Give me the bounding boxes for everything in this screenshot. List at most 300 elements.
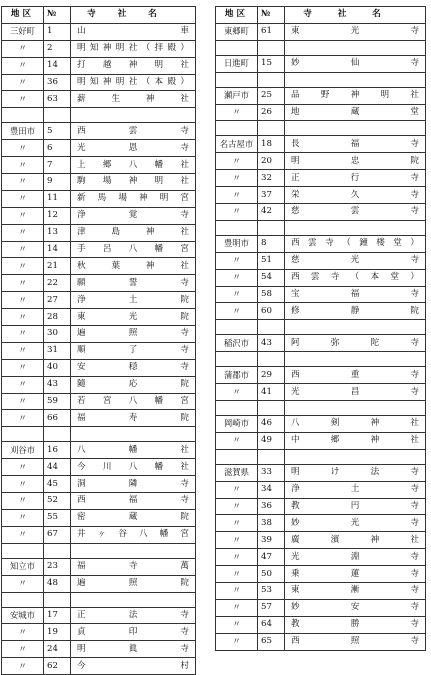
temple-name: 薪 生 神 社 bbox=[77, 93, 189, 104]
table-row bbox=[216, 416, 426, 433]
area-cell: 〃 bbox=[216, 170, 258, 187]
table-row bbox=[2, 658, 196, 675]
left-temple-shrine-table bbox=[1, 6, 196, 675]
number-cell: 7 bbox=[44, 157, 71, 174]
area-cell: 〃 bbox=[216, 286, 258, 303]
number-cell: 53 bbox=[258, 583, 285, 600]
temple-name-cell bbox=[71, 241, 196, 258]
temple-name-cell bbox=[71, 658, 196, 675]
temple-name: 新 馬 場 神 明 宮 bbox=[77, 193, 189, 204]
area-cell: 三好町 bbox=[2, 23, 44, 40]
empty-cell bbox=[258, 401, 285, 416]
temple-name: 宝 福 寺 bbox=[291, 289, 419, 300]
temple-name-cell bbox=[285, 303, 426, 320]
number-cell: 36 bbox=[44, 74, 71, 91]
table-row bbox=[2, 91, 196, 108]
empty-cell bbox=[258, 320, 285, 335]
empty-cell bbox=[216, 320, 258, 335]
temple-name: 西 雲 寺 （ 本 堂 ） bbox=[291, 272, 419, 283]
temple-name: 福 寺 萬 bbox=[77, 561, 189, 572]
area-cell: 〃 bbox=[216, 549, 258, 566]
area-cell: 日進町 bbox=[216, 55, 258, 72]
temple-name: 正 行 寺 bbox=[291, 172, 419, 183]
number-cell: 61 bbox=[258, 23, 285, 40]
temple-name: 貞 印 寺 bbox=[77, 626, 189, 637]
temple-name: 密 蔵 院 bbox=[77, 512, 189, 523]
number-cell: 25 bbox=[258, 87, 285, 104]
table-row bbox=[2, 207, 196, 224]
spacer-row bbox=[2, 543, 196, 558]
temple-name-cell bbox=[71, 275, 196, 292]
area-cell: 〃 bbox=[216, 204, 258, 221]
area-cell: 知立市 bbox=[2, 558, 44, 575]
temple-name: 光 恩 寺 bbox=[77, 142, 189, 153]
area-cell: 〃 bbox=[2, 393, 44, 410]
temple-name-cell bbox=[71, 526, 196, 543]
area-cell: 〃 bbox=[2, 459, 44, 476]
empty-cell bbox=[44, 543, 71, 558]
number-cell: 9 bbox=[44, 174, 71, 191]
area-cell: 〃 bbox=[216, 633, 258, 650]
table-row bbox=[2, 359, 196, 376]
number-cell: 28 bbox=[44, 309, 71, 326]
temple-name-cell bbox=[285, 566, 426, 583]
table-row bbox=[216, 515, 426, 532]
number-cell: 5 bbox=[44, 123, 71, 140]
empty-cell bbox=[258, 449, 285, 464]
empty-cell bbox=[285, 352, 426, 367]
temple-name: 中 郷 神 社 bbox=[291, 435, 419, 446]
temple-name-cell bbox=[285, 335, 426, 352]
area-cell: 〃 bbox=[216, 104, 258, 121]
temple-name-cell bbox=[285, 104, 426, 121]
temple-name-cell bbox=[71, 91, 196, 108]
temple-name-cell bbox=[285, 367, 426, 384]
spacer-row bbox=[2, 592, 196, 607]
empty-cell bbox=[216, 401, 258, 416]
table-row bbox=[2, 74, 196, 91]
empty-cell bbox=[44, 108, 71, 123]
number-cell: 41 bbox=[258, 384, 285, 401]
temple-name-cell bbox=[285, 432, 426, 449]
temple-name-cell bbox=[71, 40, 196, 57]
number-cell: 39 bbox=[258, 532, 285, 549]
number-cell: 46 bbox=[258, 416, 285, 433]
empty-cell bbox=[285, 320, 426, 335]
temple-name-cell bbox=[285, 235, 426, 252]
temple-name: 上 郷 八 幡 社 bbox=[77, 159, 189, 170]
table-row bbox=[216, 481, 426, 498]
temple-name-cell bbox=[71, 558, 196, 575]
area-cell: 〃 bbox=[2, 40, 44, 57]
temple-name-cell bbox=[285, 384, 426, 401]
table-row bbox=[2, 23, 196, 40]
number-cell: 19 bbox=[44, 624, 71, 641]
temple-name-cell bbox=[285, 481, 426, 498]
temple-name-cell bbox=[285, 464, 426, 481]
temple-name: 願 誓 寺 bbox=[77, 277, 189, 288]
empty-cell bbox=[2, 427, 44, 442]
number-cell: 14 bbox=[44, 57, 71, 74]
table-row bbox=[216, 633, 426, 650]
area-cell: 〃 bbox=[2, 410, 44, 427]
table-row bbox=[2, 493, 196, 510]
table-row bbox=[216, 136, 426, 153]
area-cell: 〃 bbox=[2, 658, 44, 675]
temple-name-cell bbox=[71, 342, 196, 359]
number-cell: 66 bbox=[44, 410, 71, 427]
number-cell: 36 bbox=[258, 498, 285, 515]
area-cell: 〃 bbox=[216, 566, 258, 583]
number-cell: 62 bbox=[44, 658, 71, 675]
spacer-row bbox=[216, 320, 426, 335]
number-cell: 33 bbox=[258, 464, 285, 481]
number-cell: 58 bbox=[258, 286, 285, 303]
area-cell: 〃 bbox=[2, 624, 44, 641]
temple-name-cell bbox=[71, 157, 196, 174]
temple-name: 福 寿 院 bbox=[77, 412, 189, 423]
temple-name: 東 光 寺 bbox=[291, 26, 419, 37]
area-cell: 刈谷市 bbox=[2, 442, 44, 459]
spacer-row bbox=[2, 108, 196, 123]
temple-name: 遍 照 寺 bbox=[77, 328, 189, 339]
left-table-body bbox=[2, 23, 196, 674]
temple-name-cell bbox=[285, 55, 426, 72]
spacer-row bbox=[216, 352, 426, 367]
area-cell: 〃 bbox=[216, 384, 258, 401]
temple-name-cell bbox=[285, 187, 426, 204]
number-cell: 49 bbox=[258, 432, 285, 449]
area-cell: 〃 bbox=[2, 190, 44, 207]
table-row bbox=[216, 187, 426, 204]
area-cell: 〃 bbox=[2, 476, 44, 493]
area-cell: 〃 bbox=[216, 481, 258, 498]
header-name-text: 寺 社 名 bbox=[303, 9, 381, 20]
temple-name-cell bbox=[71, 292, 196, 309]
temple-name-cell bbox=[285, 549, 426, 566]
spacer-row bbox=[216, 449, 426, 464]
temple-name: 井 ヶ 谷 八 幡 宮 bbox=[77, 529, 189, 540]
area-cell: 〃 bbox=[216, 515, 258, 532]
area-cell: 〃 bbox=[2, 275, 44, 292]
empty-cell bbox=[285, 72, 426, 87]
number-cell: 57 bbox=[258, 599, 285, 616]
temple-name-cell bbox=[285, 269, 426, 286]
number-cell: 43 bbox=[44, 376, 71, 393]
temple-name-cell bbox=[71, 190, 196, 207]
area-cell: 〃 bbox=[2, 57, 44, 74]
temple-name: 秋 葉 神 社 bbox=[77, 260, 189, 271]
area-cell: 〃 bbox=[2, 91, 44, 108]
empty-cell bbox=[216, 121, 258, 136]
area-cell: 〃 bbox=[2, 493, 44, 510]
temple-name-cell bbox=[285, 87, 426, 104]
empty-cell bbox=[285, 121, 426, 136]
table-row bbox=[216, 23, 426, 40]
temple-name-cell bbox=[285, 498, 426, 515]
number-cell: 8 bbox=[258, 235, 285, 252]
area-cell: 東郷町 bbox=[216, 23, 258, 40]
table-row bbox=[216, 566, 426, 583]
temple-name-cell bbox=[285, 286, 426, 303]
number-cell: 2 bbox=[44, 40, 71, 57]
area-cell: 〃 bbox=[2, 74, 44, 91]
temple-name-cell bbox=[285, 204, 426, 221]
temple-name-cell bbox=[71, 359, 196, 376]
number-cell: 18 bbox=[258, 136, 285, 153]
temple-name: 妙 仙 寺 bbox=[291, 58, 419, 69]
temple-name: 妙 光 寺 bbox=[291, 517, 419, 528]
table-row bbox=[216, 367, 426, 384]
temple-name: 明 け 法 寺 bbox=[291, 467, 419, 478]
temple-name-cell bbox=[285, 515, 426, 532]
table-row bbox=[2, 624, 196, 641]
temple-name: 教 勝 寺 bbox=[291, 619, 419, 630]
temple-name-cell bbox=[71, 174, 196, 191]
empty-cell bbox=[258, 220, 285, 235]
empty-cell bbox=[285, 220, 426, 235]
temple-name: 津 島 神 社 bbox=[77, 227, 189, 238]
area-cell: 〃 bbox=[2, 258, 44, 275]
table-row bbox=[216, 498, 426, 515]
empty-cell bbox=[258, 72, 285, 87]
temple-name-cell bbox=[285, 599, 426, 616]
table-row bbox=[216, 252, 426, 269]
empty-cell bbox=[258, 352, 285, 367]
temple-name: 阿 弥 陀 寺 bbox=[291, 337, 419, 348]
table-row bbox=[216, 153, 426, 170]
header-row bbox=[2, 7, 196, 24]
empty-cell bbox=[216, 449, 258, 464]
temple-name: 若 宮 八 幡 宮 bbox=[77, 396, 189, 407]
area-cell: 〃 bbox=[2, 526, 44, 543]
temple-name: 品 野 神 明 社 bbox=[291, 90, 419, 101]
area-cell: 〃 bbox=[216, 303, 258, 320]
table-row bbox=[2, 342, 196, 359]
temple-name: 明 知 神 明 社 （ 拝 殿 ） bbox=[77, 43, 189, 54]
empty-cell bbox=[2, 543, 44, 558]
temple-name-cell bbox=[71, 376, 196, 393]
area-cell: 〃 bbox=[2, 575, 44, 592]
empty-cell bbox=[71, 592, 196, 607]
number-cell: 55 bbox=[44, 509, 71, 526]
empty-cell bbox=[285, 40, 426, 55]
number-cell: 6 bbox=[44, 140, 71, 157]
number-cell: 23 bbox=[44, 558, 71, 575]
temple-name: 打 越 神 明 社 bbox=[77, 60, 189, 71]
temple-name-cell bbox=[285, 170, 426, 187]
temple-name: 明 忠 院 bbox=[291, 155, 419, 166]
number-cell: 29 bbox=[258, 367, 285, 384]
number-cell: 42 bbox=[258, 204, 285, 221]
spacer-row bbox=[2, 427, 196, 442]
table-row bbox=[2, 123, 196, 140]
number-cell: 45 bbox=[44, 476, 71, 493]
temple-name-cell bbox=[71, 326, 196, 343]
empty-cell bbox=[44, 592, 71, 607]
temple-name: 浄 土 院 bbox=[77, 294, 189, 305]
temple-name: 光 淵 寺 bbox=[291, 551, 419, 562]
area-cell: 〃 bbox=[2, 509, 44, 526]
table-row bbox=[216, 432, 426, 449]
area-cell: 名古屋市 bbox=[216, 136, 258, 153]
number-cell: 11 bbox=[44, 190, 71, 207]
temple-name-cell bbox=[285, 532, 426, 549]
temple-name: 浄 覚 寺 bbox=[77, 210, 189, 221]
table-row bbox=[216, 269, 426, 286]
right-temple-shrine-table bbox=[215, 6, 426, 651]
number-cell: 38 bbox=[258, 515, 285, 532]
number-cell: 26 bbox=[258, 104, 285, 121]
temple-name: 遍 照 院 bbox=[77, 578, 189, 589]
temple-name-cell bbox=[285, 583, 426, 600]
table-row bbox=[2, 174, 196, 191]
number-cell: 22 bbox=[44, 275, 71, 292]
table-row bbox=[216, 87, 426, 104]
table-row bbox=[2, 292, 196, 309]
temple-name-cell bbox=[71, 575, 196, 592]
spacer-row bbox=[216, 401, 426, 416]
right-table-body bbox=[216, 23, 426, 650]
empty-cell bbox=[71, 543, 196, 558]
header-no: № bbox=[258, 7, 285, 24]
table-row bbox=[2, 575, 196, 592]
temple-name: 慈 雲 寺 bbox=[291, 206, 419, 217]
table-row bbox=[2, 442, 196, 459]
table-row bbox=[216, 384, 426, 401]
temple-name-cell bbox=[285, 23, 426, 40]
number-cell: 21 bbox=[44, 258, 71, 275]
area-cell: 〃 bbox=[2, 342, 44, 359]
temple-name: 今 川 八 幡 社 bbox=[77, 461, 189, 472]
temple-name: 安 穏 寺 bbox=[77, 362, 189, 373]
table-row bbox=[216, 303, 426, 320]
temple-name: 妙 安 寺 bbox=[291, 602, 419, 613]
temple-name-cell bbox=[71, 509, 196, 526]
temple-name: 明 眞 寺 bbox=[77, 643, 189, 654]
table-row bbox=[216, 335, 426, 352]
area-cell: 豊明市 bbox=[216, 235, 258, 252]
table-row bbox=[216, 55, 426, 72]
header-name-text: 寺 社 名 bbox=[87, 9, 157, 20]
empty-cell bbox=[71, 108, 196, 123]
table-row bbox=[2, 558, 196, 575]
area-cell: 〃 bbox=[216, 616, 258, 633]
temple-name-cell bbox=[285, 416, 426, 433]
temple-name: 光 昌 寺 bbox=[291, 386, 419, 397]
number-cell: 47 bbox=[258, 549, 285, 566]
number-cell: 14 bbox=[44, 241, 71, 258]
number-cell: 54 bbox=[258, 269, 285, 286]
number-cell: 37 bbox=[258, 187, 285, 204]
temple-name: 慈 光 寺 bbox=[291, 255, 419, 266]
temple-name-cell bbox=[71, 74, 196, 91]
spacer-row bbox=[216, 40, 426, 55]
temple-name: 順 了 寺 bbox=[77, 345, 189, 356]
empty-cell bbox=[216, 40, 258, 55]
temple-name-cell bbox=[71, 641, 196, 658]
temple-name: 八 幡 社 bbox=[77, 444, 189, 455]
area-cell: 〃 bbox=[216, 498, 258, 515]
empty-cell bbox=[216, 72, 258, 87]
table-row bbox=[2, 40, 196, 57]
number-cell: 43 bbox=[258, 335, 285, 352]
temple-name: 明 知 神 明 社 （ 本 殿 ） bbox=[77, 77, 189, 87]
temple-name-cell bbox=[71, 224, 196, 241]
spacer-row bbox=[216, 121, 426, 136]
temple-name-cell bbox=[71, 624, 196, 641]
number-cell: 24 bbox=[44, 641, 71, 658]
table-row bbox=[2, 509, 196, 526]
area-cell: 〃 bbox=[2, 207, 44, 224]
temple-name-cell bbox=[71, 123, 196, 140]
temple-name: 正 法 寺 bbox=[77, 609, 189, 620]
area-cell: 〃 bbox=[216, 153, 258, 170]
temple-name: 西 重 寺 bbox=[291, 369, 419, 380]
table-row bbox=[216, 170, 426, 187]
temple-name-cell bbox=[285, 616, 426, 633]
area-cell: 安城市 bbox=[2, 607, 44, 624]
temple-name-cell bbox=[71, 607, 196, 624]
number-cell: 15 bbox=[258, 55, 285, 72]
temple-name: 西 照 寺 bbox=[291, 636, 419, 647]
table-row bbox=[2, 326, 196, 343]
area-cell: 〃 bbox=[2, 241, 44, 258]
table-row bbox=[216, 204, 426, 221]
area-cell: 〃 bbox=[2, 309, 44, 326]
temple-name: 地 蔵 堂 bbox=[291, 107, 419, 117]
area-cell: 蒲郡市 bbox=[216, 367, 258, 384]
number-cell: 63 bbox=[44, 91, 71, 108]
header-area: 地区 bbox=[2, 7, 44, 24]
header-row bbox=[216, 7, 426, 24]
table-row bbox=[216, 583, 426, 600]
table-row bbox=[216, 532, 426, 549]
number-cell: 59 bbox=[44, 393, 71, 410]
temple-name-cell bbox=[285, 153, 426, 170]
area-cell: 〃 bbox=[2, 376, 44, 393]
number-cell: 1 bbox=[44, 23, 71, 40]
temple-name-cell bbox=[71, 23, 196, 40]
temple-name: 西 雲 寺 bbox=[77, 125, 189, 136]
empty-cell bbox=[216, 220, 258, 235]
area-cell: 瀬戸市 bbox=[216, 87, 258, 104]
area-cell: 〃 bbox=[216, 532, 258, 549]
area-cell: 〃 bbox=[2, 359, 44, 376]
temple-name: 東 光 院 bbox=[77, 311, 189, 322]
empty-cell bbox=[2, 592, 44, 607]
table-row bbox=[2, 607, 196, 624]
area-cell: 〃 bbox=[216, 187, 258, 204]
area-cell: 〃 bbox=[216, 599, 258, 616]
table-row bbox=[2, 157, 196, 174]
temple-name-cell bbox=[285, 633, 426, 650]
number-cell: 67 bbox=[44, 526, 71, 543]
number-cell: 48 bbox=[44, 575, 71, 592]
temple-name: 今 村 bbox=[77, 660, 189, 671]
temple-name-cell bbox=[285, 136, 426, 153]
area-cell: 〃 bbox=[216, 432, 258, 449]
table-row bbox=[2, 275, 196, 292]
empty-cell bbox=[258, 121, 285, 136]
temple-name: 手 呂 八 幡 宮 bbox=[77, 244, 189, 255]
spacer-row bbox=[216, 220, 426, 235]
area-cell: 〃 bbox=[2, 326, 44, 343]
table-row bbox=[216, 104, 426, 121]
temple-name: 隨 応 院 bbox=[77, 379, 189, 390]
temple-name-cell bbox=[71, 258, 196, 275]
area-cell: 滋賀県 bbox=[216, 464, 258, 481]
